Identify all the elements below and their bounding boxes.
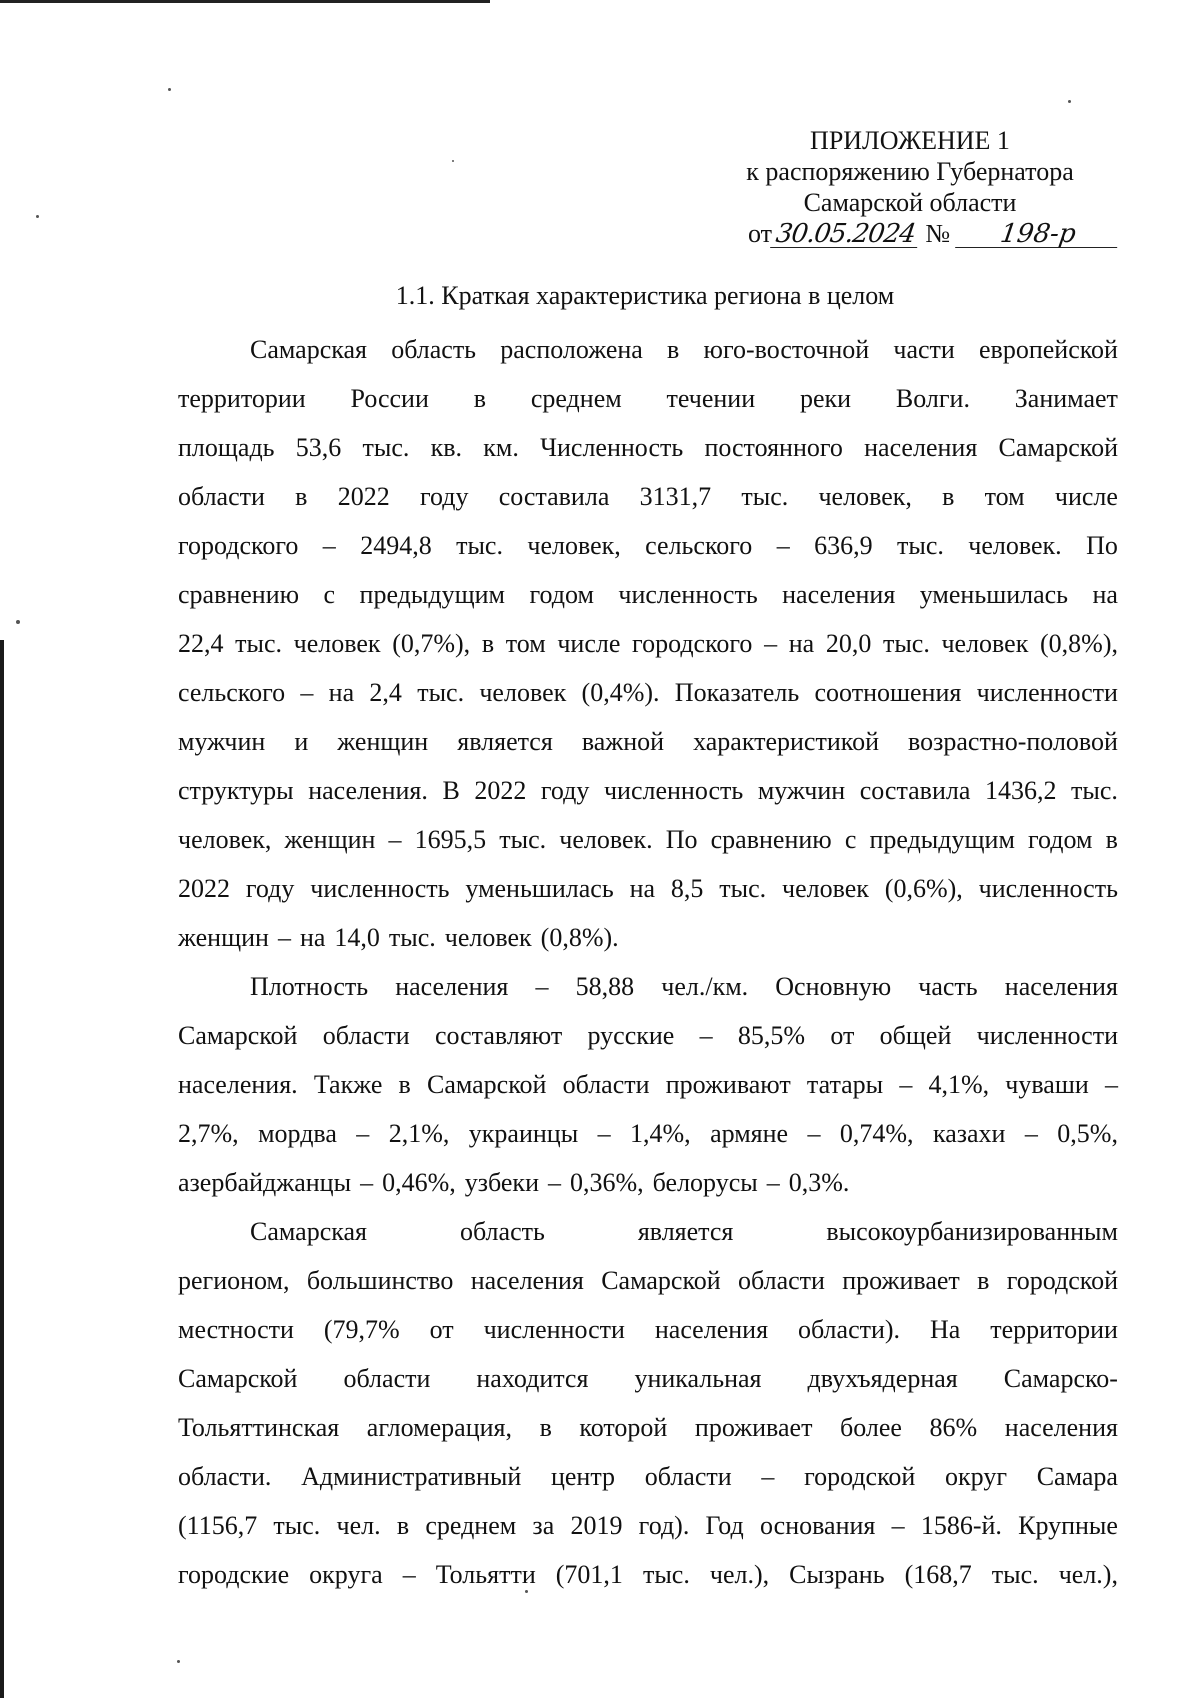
text-line xyxy=(178,472,1118,521)
word: 2,1%, xyxy=(388,1119,450,1148)
word: в xyxy=(473,384,486,413)
appendix-header xyxy=(700,125,1120,249)
handwritten-date: 30.05.2024 xyxy=(770,221,921,248)
word: – xyxy=(300,678,314,707)
word: тыс. xyxy=(417,678,465,707)
word: На xyxy=(929,1315,961,1344)
word: (0,7%), xyxy=(392,629,471,658)
word: сельского xyxy=(178,678,286,707)
word: области xyxy=(343,1364,431,1393)
word: 2022 xyxy=(337,482,390,511)
word: 53,6 xyxy=(295,433,342,462)
word: населения xyxy=(782,580,896,609)
word: на xyxy=(788,629,815,658)
word: год). xyxy=(638,1511,690,1540)
word: округ xyxy=(945,1462,1007,1491)
word: области xyxy=(322,1021,410,1050)
word: агломерация, xyxy=(366,1413,512,1442)
scan-border-left xyxy=(0,640,4,1698)
word: более xyxy=(840,1413,902,1442)
word: территории xyxy=(178,384,306,413)
word: в xyxy=(667,335,680,364)
text-line xyxy=(178,717,1118,766)
word: году xyxy=(540,776,590,805)
word: – xyxy=(597,1119,611,1148)
word: сельского xyxy=(645,531,753,560)
scan-speck xyxy=(168,88,171,91)
word: Самарской xyxy=(601,1266,721,1295)
word: (701,1 xyxy=(555,1560,623,1589)
word: человек xyxy=(941,629,1029,658)
word: Тольятти xyxy=(435,1560,536,1589)
word: области xyxy=(562,1070,650,1099)
word: 22,4 xyxy=(178,629,224,658)
word: – xyxy=(388,825,402,854)
text-line xyxy=(178,619,1118,668)
word: уникальная xyxy=(634,1364,762,1393)
word: 0,36%, xyxy=(569,1168,644,1197)
word: большинство xyxy=(306,1266,454,1295)
word: Показатель xyxy=(674,678,800,707)
word: белорусы xyxy=(652,1168,758,1197)
text-line xyxy=(178,1158,1118,1207)
word: чел. xyxy=(336,1511,381,1540)
text-line xyxy=(178,864,1118,913)
word: – xyxy=(776,531,790,560)
word: численности xyxy=(976,1021,1118,1050)
word: в xyxy=(481,629,495,658)
word: сравнению xyxy=(178,580,300,609)
word: в xyxy=(942,482,955,511)
paragraph xyxy=(178,1207,1118,1599)
word: человек, xyxy=(527,531,621,560)
word: человек, xyxy=(818,482,912,511)
word: азербайджанцы xyxy=(178,1168,352,1197)
word: (1156,7 xyxy=(178,1511,258,1540)
word: течении xyxy=(666,384,756,413)
word: Самарской xyxy=(426,1070,547,1099)
text-line xyxy=(178,1452,1118,1501)
word: населения. xyxy=(308,776,428,805)
word: структуры xyxy=(178,776,294,805)
word: 636,9 xyxy=(814,531,873,560)
word: – xyxy=(535,972,549,1001)
word: область xyxy=(391,335,477,364)
word: в xyxy=(396,1511,410,1540)
word: армяне xyxy=(710,1119,789,1148)
word: с xyxy=(323,580,336,609)
word: тыс. xyxy=(1071,776,1118,805)
word: (0,8%), xyxy=(1040,629,1118,658)
word: чуваши xyxy=(1005,1070,1089,1099)
word: мужчин xyxy=(757,776,846,805)
word: составляют xyxy=(434,1021,563,1050)
word: том xyxy=(984,482,1025,511)
scan-speck xyxy=(177,1660,180,1663)
word: – xyxy=(891,1511,905,1540)
word: 2,4 xyxy=(369,678,402,707)
word: предыдущим xyxy=(869,825,1015,854)
scan-border-top xyxy=(0,0,490,3)
word: Административный xyxy=(301,1462,522,1491)
word: годом xyxy=(1028,825,1093,854)
word: в xyxy=(398,1070,411,1099)
word: городского xyxy=(178,531,299,560)
word: населения xyxy=(1004,972,1118,1001)
word: 0,46%, xyxy=(382,1168,456,1197)
text-line xyxy=(178,766,1118,815)
word: числе xyxy=(557,629,621,658)
text-line xyxy=(178,1011,1118,1060)
word: человек. xyxy=(968,531,1062,560)
word: Также xyxy=(313,1070,383,1099)
word: центр xyxy=(550,1462,616,1491)
word: 2494,8 xyxy=(360,531,432,560)
word: проживает xyxy=(842,1266,960,1295)
word: населения xyxy=(1004,1413,1118,1442)
word: реки xyxy=(799,384,852,413)
word: году xyxy=(245,874,295,903)
word: от xyxy=(429,1315,454,1344)
word: украинцы xyxy=(468,1119,579,1148)
word: 58,88 xyxy=(575,972,635,1001)
word: Самарско- xyxy=(1003,1364,1118,1393)
word: том xyxy=(505,629,546,658)
word: уменьшилась xyxy=(919,580,1069,609)
word: Тольяттинская xyxy=(178,1413,340,1442)
word: тыс. xyxy=(719,874,767,903)
word: 2022 xyxy=(178,874,230,903)
word: важной xyxy=(581,727,665,756)
word: проживает xyxy=(694,1413,813,1442)
word: Численность xyxy=(540,433,684,462)
word: 2019 xyxy=(570,1511,623,1540)
word: в xyxy=(295,482,308,511)
word: км. xyxy=(483,433,519,462)
word: человек xyxy=(782,874,869,903)
word: находится xyxy=(476,1364,589,1393)
word: казахи xyxy=(932,1119,1006,1148)
word: населения xyxy=(470,1266,584,1295)
text-line xyxy=(178,423,1118,472)
word: русские xyxy=(587,1021,675,1050)
word: расположена xyxy=(500,335,643,364)
word: численности xyxy=(483,1315,625,1344)
word: По xyxy=(1086,531,1118,560)
word: (79,7% xyxy=(323,1315,400,1344)
text-line xyxy=(178,1305,1118,1354)
word: является xyxy=(457,727,553,756)
word: проживают xyxy=(665,1070,791,1099)
word: – xyxy=(402,1560,416,1589)
paragraph xyxy=(178,325,1118,962)
word: России xyxy=(350,384,429,413)
word: за xyxy=(532,1511,555,1540)
word: с xyxy=(844,825,857,854)
text-line xyxy=(178,570,1118,619)
word: кв. xyxy=(430,433,463,462)
word: Самарская xyxy=(250,335,367,364)
word: числе xyxy=(1054,482,1118,511)
word: составила xyxy=(498,482,610,511)
word: Крупные xyxy=(1018,1511,1118,1540)
word: области xyxy=(738,1266,825,1295)
word: области xyxy=(644,1462,732,1491)
body-text xyxy=(178,325,1118,1599)
word: тыс. xyxy=(991,1560,1039,1589)
word: европейской xyxy=(979,335,1118,364)
word: на xyxy=(629,874,656,903)
word: человек xyxy=(444,923,532,952)
word: По xyxy=(665,825,698,854)
word: тыс. xyxy=(882,629,930,658)
word: городские xyxy=(178,1560,290,1589)
text-line xyxy=(178,1403,1118,1452)
word: Самарская xyxy=(250,1217,367,1246)
word: 4,1%, xyxy=(928,1070,990,1099)
word: численность xyxy=(978,874,1118,903)
word: (0,8%). xyxy=(540,923,619,952)
word: году xyxy=(419,482,469,511)
appendix-order-line: к распоряжению Губернатора xyxy=(746,157,1074,186)
word: 0,5%, xyxy=(1057,1119,1118,1148)
word: тыс. xyxy=(499,825,547,854)
word: Год xyxy=(705,1511,744,1540)
word: Самарской xyxy=(178,1364,298,1393)
word: 0,3%. xyxy=(788,1168,850,1197)
word: (0,4%). xyxy=(581,678,660,707)
word: – xyxy=(699,1021,713,1050)
word: область xyxy=(459,1217,545,1246)
text-line xyxy=(178,1354,1118,1403)
word: постоянного xyxy=(704,433,843,462)
word: в xyxy=(1105,825,1118,854)
word: 1436,2 xyxy=(984,776,1057,805)
word: – xyxy=(1104,1070,1118,1099)
word: численность xyxy=(603,776,744,805)
word: местности xyxy=(178,1315,294,1344)
appendix-region-line: Самарской области xyxy=(803,188,1017,217)
word: узбеки xyxy=(464,1168,539,1197)
word: 86% xyxy=(929,1413,978,1442)
appendix-date-line xyxy=(700,218,1120,249)
word: – xyxy=(356,1119,370,1148)
word: человек xyxy=(479,678,567,707)
word: на xyxy=(299,923,326,952)
word: среднем xyxy=(425,1511,517,1540)
word: составила xyxy=(859,776,971,805)
scan-speck xyxy=(16,620,20,624)
paragraph xyxy=(178,962,1118,1207)
word: Волги. xyxy=(895,384,970,413)
word: тыс. xyxy=(897,531,944,560)
text-line xyxy=(178,521,1118,570)
word: 85,5% xyxy=(737,1021,806,1050)
word: – xyxy=(322,531,336,560)
word: 1586-й. xyxy=(920,1511,1002,1540)
word: мордва xyxy=(258,1119,337,1148)
scan-speck xyxy=(36,215,39,218)
text-line xyxy=(178,913,1118,962)
word: Основную xyxy=(775,972,892,1001)
word: В xyxy=(442,776,460,805)
word: области. xyxy=(178,1462,272,1491)
word: уменьшилась xyxy=(465,874,614,903)
word: человек, xyxy=(178,825,272,854)
word: 8,5 xyxy=(670,874,704,903)
word: предыдущим xyxy=(359,580,505,609)
word: Плотность xyxy=(250,972,369,1001)
text-line xyxy=(178,668,1118,717)
word: женщин xyxy=(284,825,376,854)
word: – xyxy=(899,1070,913,1099)
word: и xyxy=(294,727,309,756)
word: чел.), xyxy=(1058,1560,1118,1589)
word: тыс. xyxy=(456,531,503,560)
word: части xyxy=(893,335,955,364)
word: городской xyxy=(1006,1266,1118,1295)
word: тыс. xyxy=(741,482,789,511)
word: населения xyxy=(395,972,509,1001)
word: 2,7%, xyxy=(178,1119,239,1148)
word: характеристикой xyxy=(693,727,879,756)
text-line xyxy=(178,815,1118,864)
word: – xyxy=(764,629,778,658)
word: основания xyxy=(760,1511,876,1540)
word: чел./км. xyxy=(661,972,749,1001)
word: среднем xyxy=(530,384,622,413)
word: численность xyxy=(310,874,450,903)
handwritten-number: 198-р xyxy=(955,221,1121,248)
word: территории xyxy=(990,1315,1118,1344)
text-line xyxy=(178,1109,1118,1158)
word: от xyxy=(830,1021,855,1050)
date-prefix: от xyxy=(748,219,773,248)
word: городской xyxy=(804,1462,916,1491)
text-line xyxy=(178,1256,1118,1305)
word: 3131,7 xyxy=(639,482,712,511)
word: Самарской xyxy=(998,433,1118,462)
word: человек. xyxy=(559,825,653,854)
word: общей xyxy=(879,1021,952,1050)
word: соотношения xyxy=(814,678,962,707)
word: численность xyxy=(618,580,758,609)
word: мужчин xyxy=(178,727,266,756)
word: Самарской xyxy=(178,1021,298,1050)
word: татары xyxy=(806,1070,884,1099)
word: 1695,5 xyxy=(414,825,487,854)
text-line xyxy=(178,374,1118,423)
word: на xyxy=(328,678,355,707)
number-sign: № xyxy=(925,219,951,248)
word: Самара xyxy=(1036,1462,1118,1491)
word: 0,74%, xyxy=(839,1119,914,1148)
word: – xyxy=(807,1119,821,1148)
word: тыс. xyxy=(642,1560,690,1589)
word: 1,4%, xyxy=(629,1119,691,1148)
word: на xyxy=(1092,580,1118,609)
word: Сызрань xyxy=(789,1560,885,1589)
word: – xyxy=(360,1168,374,1197)
word: Занимает xyxy=(1014,384,1118,413)
word: тыс. xyxy=(362,433,410,462)
text-line xyxy=(178,1550,1118,1599)
word: является xyxy=(637,1217,734,1246)
word: женщин xyxy=(337,727,429,756)
text-line xyxy=(178,1060,1118,1109)
word: возрастно-половой xyxy=(908,727,1118,756)
word: чел.), xyxy=(709,1560,770,1589)
word: женщин xyxy=(178,923,269,952)
word: населения xyxy=(864,433,978,462)
word: (168,7 xyxy=(904,1560,972,1589)
word: юго-восточной xyxy=(703,335,870,364)
scan-speck xyxy=(452,160,454,162)
text-line xyxy=(178,1501,1118,1550)
word: человек xyxy=(293,629,381,658)
text-line xyxy=(178,325,1118,374)
word: тыс. xyxy=(235,629,283,658)
word: области). xyxy=(797,1315,901,1344)
word: часть xyxy=(918,972,978,1001)
word: (0,6%), xyxy=(884,874,963,903)
word: которой xyxy=(579,1413,668,1442)
word: – xyxy=(277,923,291,952)
appendix-title: ПРИЛОЖЕНИЕ 1 xyxy=(810,126,1010,155)
word: в xyxy=(977,1266,990,1295)
word: 2022 xyxy=(474,776,527,805)
text-line xyxy=(178,1207,1118,1256)
scan-speck xyxy=(1068,100,1071,103)
text-line xyxy=(178,962,1118,1011)
word: численности xyxy=(976,678,1118,707)
word: – xyxy=(766,1168,780,1197)
word: 20,0 xyxy=(825,629,872,658)
word: – xyxy=(1024,1119,1038,1148)
word: – xyxy=(761,1462,775,1491)
word: области xyxy=(178,482,265,511)
word: двухъядерная xyxy=(807,1364,958,1393)
word: в xyxy=(539,1413,552,1442)
word: городского xyxy=(632,629,753,658)
word: округа xyxy=(309,1560,383,1589)
word: – xyxy=(547,1168,561,1197)
word: годом xyxy=(529,580,594,609)
word: 14,0 xyxy=(334,923,380,952)
word: населения. xyxy=(178,1070,298,1099)
word: сравнению xyxy=(710,825,832,854)
word: площадь xyxy=(178,433,275,462)
word: населения xyxy=(654,1315,769,1344)
word: тыс. xyxy=(388,923,436,952)
section-title: 1.1. Краткая характеристика региона в целом xyxy=(395,281,895,310)
word: высокоурбанизированным xyxy=(826,1217,1118,1246)
word: регионом, xyxy=(178,1266,290,1295)
word: тыс. xyxy=(273,1511,321,1540)
